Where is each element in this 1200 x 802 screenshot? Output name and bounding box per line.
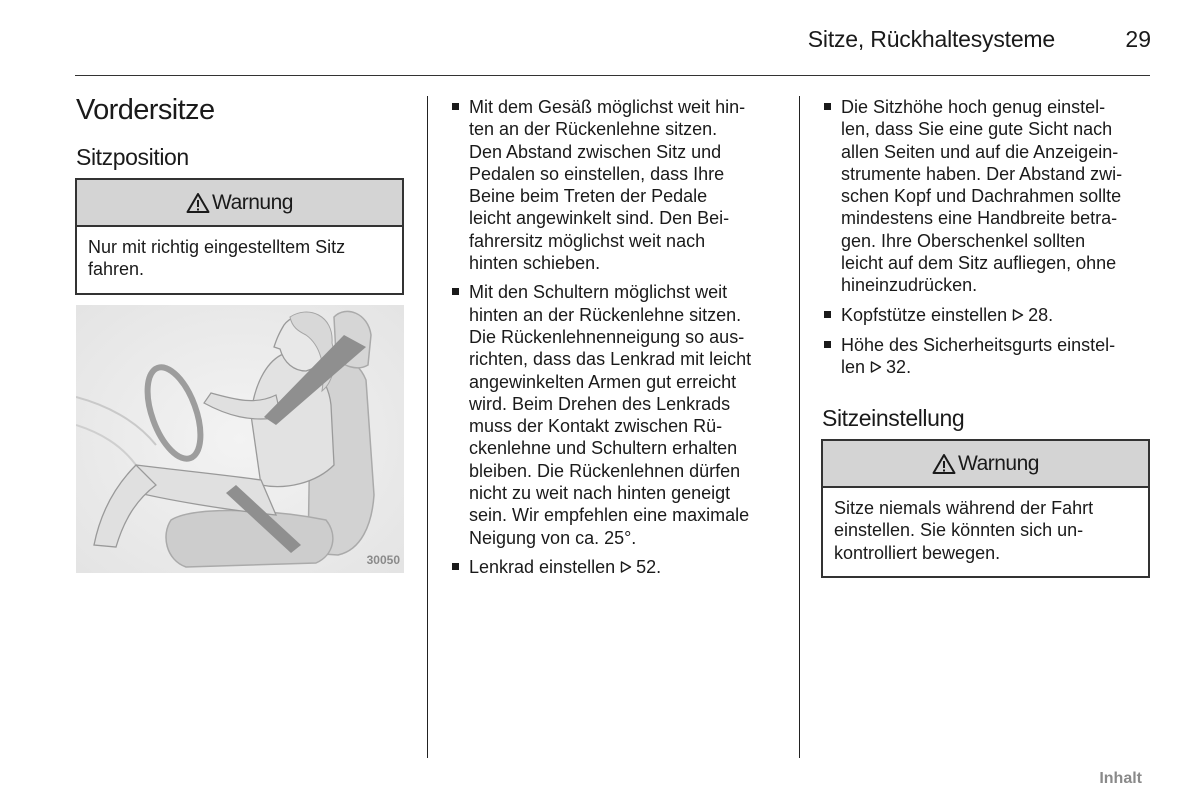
section-title: Sitze, Rückhaltesysteme [807, 26, 1055, 52]
warning-title: Warnung [212, 190, 293, 214]
list-item [452, 96, 792, 274]
bullet-icon [452, 288, 459, 295]
item-line: Den Abstand zwischen Sitz und [469, 141, 722, 162]
middle-list [452, 96, 792, 586]
item-line [841, 356, 1164, 379]
item-line: gen. Ihre Oberschenkel sollten [841, 230, 1086, 251]
item-line: hinten schieben. [469, 253, 601, 274]
item-line [841, 304, 1164, 327]
item-text: Lenkrad einstellen [469, 556, 616, 577]
warning-text [823, 488, 1148, 564]
item-line: Höhe des Sicherheitsgurts einstel- [841, 334, 1116, 355]
item-line: Mit den Schultern möglichst weit [469, 282, 728, 303]
heading-vordersitze: Vordersitze [76, 94, 215, 126]
warning-triangle-icon [186, 192, 210, 214]
item-line: wird. Beim Drehen des Lenkrads [469, 393, 731, 414]
item-line: angewinkelten Armen gut erreicht [469, 371, 737, 392]
item-line [469, 556, 792, 579]
item-line: nicht zu weit nach hinten geneigt [469, 483, 731, 504]
warning-box-sitzeinstellung [821, 439, 1150, 578]
item-line: len, dass Sie eine gute Sicht nach [841, 119, 1113, 140]
item-line: leicht angewinkelt sind. Den Bei- [469, 208, 730, 229]
list-item [824, 334, 1164, 380]
item-line: muss der Kontakt zwischen Rü- [469, 416, 723, 437]
list-item [824, 96, 1164, 297]
bullet-icon [452, 103, 459, 110]
item-line: Die Sitzhöhe hoch genug einstel- [841, 97, 1106, 117]
bullet-icon [824, 341, 831, 348]
subheading-sitzeinstellung: Sitzeinstellung [822, 405, 965, 431]
warning-line: Nur mit richtig eingestelltem Sitz [88, 237, 346, 257]
item-line: Beine beim Treten der Pedale [469, 186, 708, 207]
contents-link[interactable]: Inhalt [1099, 770, 1142, 787]
item-line: strumente haben. Der Abstand zwi- [841, 163, 1123, 184]
warning-header [823, 441, 1148, 488]
item-line: leicht auf dem Sitz aufliegen, ohne [841, 253, 1117, 274]
warning-header [77, 180, 402, 227]
warning-line: einstellen. Sie könnten sich un- [834, 520, 1084, 541]
page-reference-arrow-icon[interactable] [870, 357, 882, 379]
figure-code: 30050 [366, 553, 400, 567]
column-divider-2 [799, 96, 800, 758]
item-text: Kopfstütze einstellen [841, 304, 1008, 325]
item-line: mindestens eine Handbreite betra- [841, 208, 1118, 229]
list-item [824, 304, 1164, 327]
warning-line: fahren. [88, 259, 145, 280]
list-item [452, 281, 792, 549]
subheading-sitzposition: Sitzposition [76, 144, 189, 170]
page-reference-link[interactable]: 52. [636, 556, 662, 577]
item-line: Die Rückenlehnenneigung so aus- [469, 326, 745, 347]
warning-box-sitzposition [75, 178, 404, 295]
warning-line: Sitze niemals während der Fahrt [834, 498, 1094, 518]
page-reference-link[interactable]: 28. [1028, 304, 1054, 325]
warning-line: kontrolliert bewegen. [834, 542, 1001, 563]
item-line: Neigung von ca. 25°. [469, 527, 637, 548]
bullet-icon [824, 103, 831, 110]
bullet-icon [452, 563, 459, 570]
item-line: sein. Wir empfehlen eine maximale [469, 505, 750, 526]
bullet-icon [824, 311, 831, 318]
item-line: hinten an der Rückenlehne sitzen. [469, 304, 742, 325]
page-reference-link[interactable]: 32. [886, 357, 912, 378]
warning-triangle-icon [932, 453, 956, 475]
driver-seating-position-illustration [76, 305, 404, 573]
item-line: schen Kopf und Dachrahmen sollte [841, 186, 1122, 207]
column-divider-1 [427, 96, 428, 758]
item-line: allen Seiten und auf die Anzeigein- [841, 141, 1119, 162]
right-list [824, 96, 1164, 387]
page-reference-arrow-icon[interactable] [620, 557, 632, 579]
item-line: Pedalen so einstellen, dass Ihre [469, 163, 725, 184]
item-line: ten an der Rückenlehne sitzen. [469, 119, 718, 140]
item-line: Mit dem Gesäß möglichst weit hin- [469, 97, 746, 117]
item-line: hineinzudrücken. [841, 275, 978, 296]
item-line: richten, dass das Lenkrad mit leicht [469, 349, 752, 370]
list-item [452, 556, 792, 579]
page-reference-arrow-icon[interactable] [1012, 305, 1024, 327]
item-line: bleiben. Die Rückenlehnen dürfen [469, 460, 741, 481]
warning-text [77, 227, 402, 281]
item-line: ckenlehne und Schultern erhalten [469, 438, 738, 459]
page-number: 29 [1125, 26, 1151, 52]
warning-title: Warnung [958, 451, 1039, 475]
item-text: len [841, 357, 866, 378]
header-divider [75, 75, 1150, 76]
item-line: fahrersitz möglichst weit nach [469, 230, 706, 251]
